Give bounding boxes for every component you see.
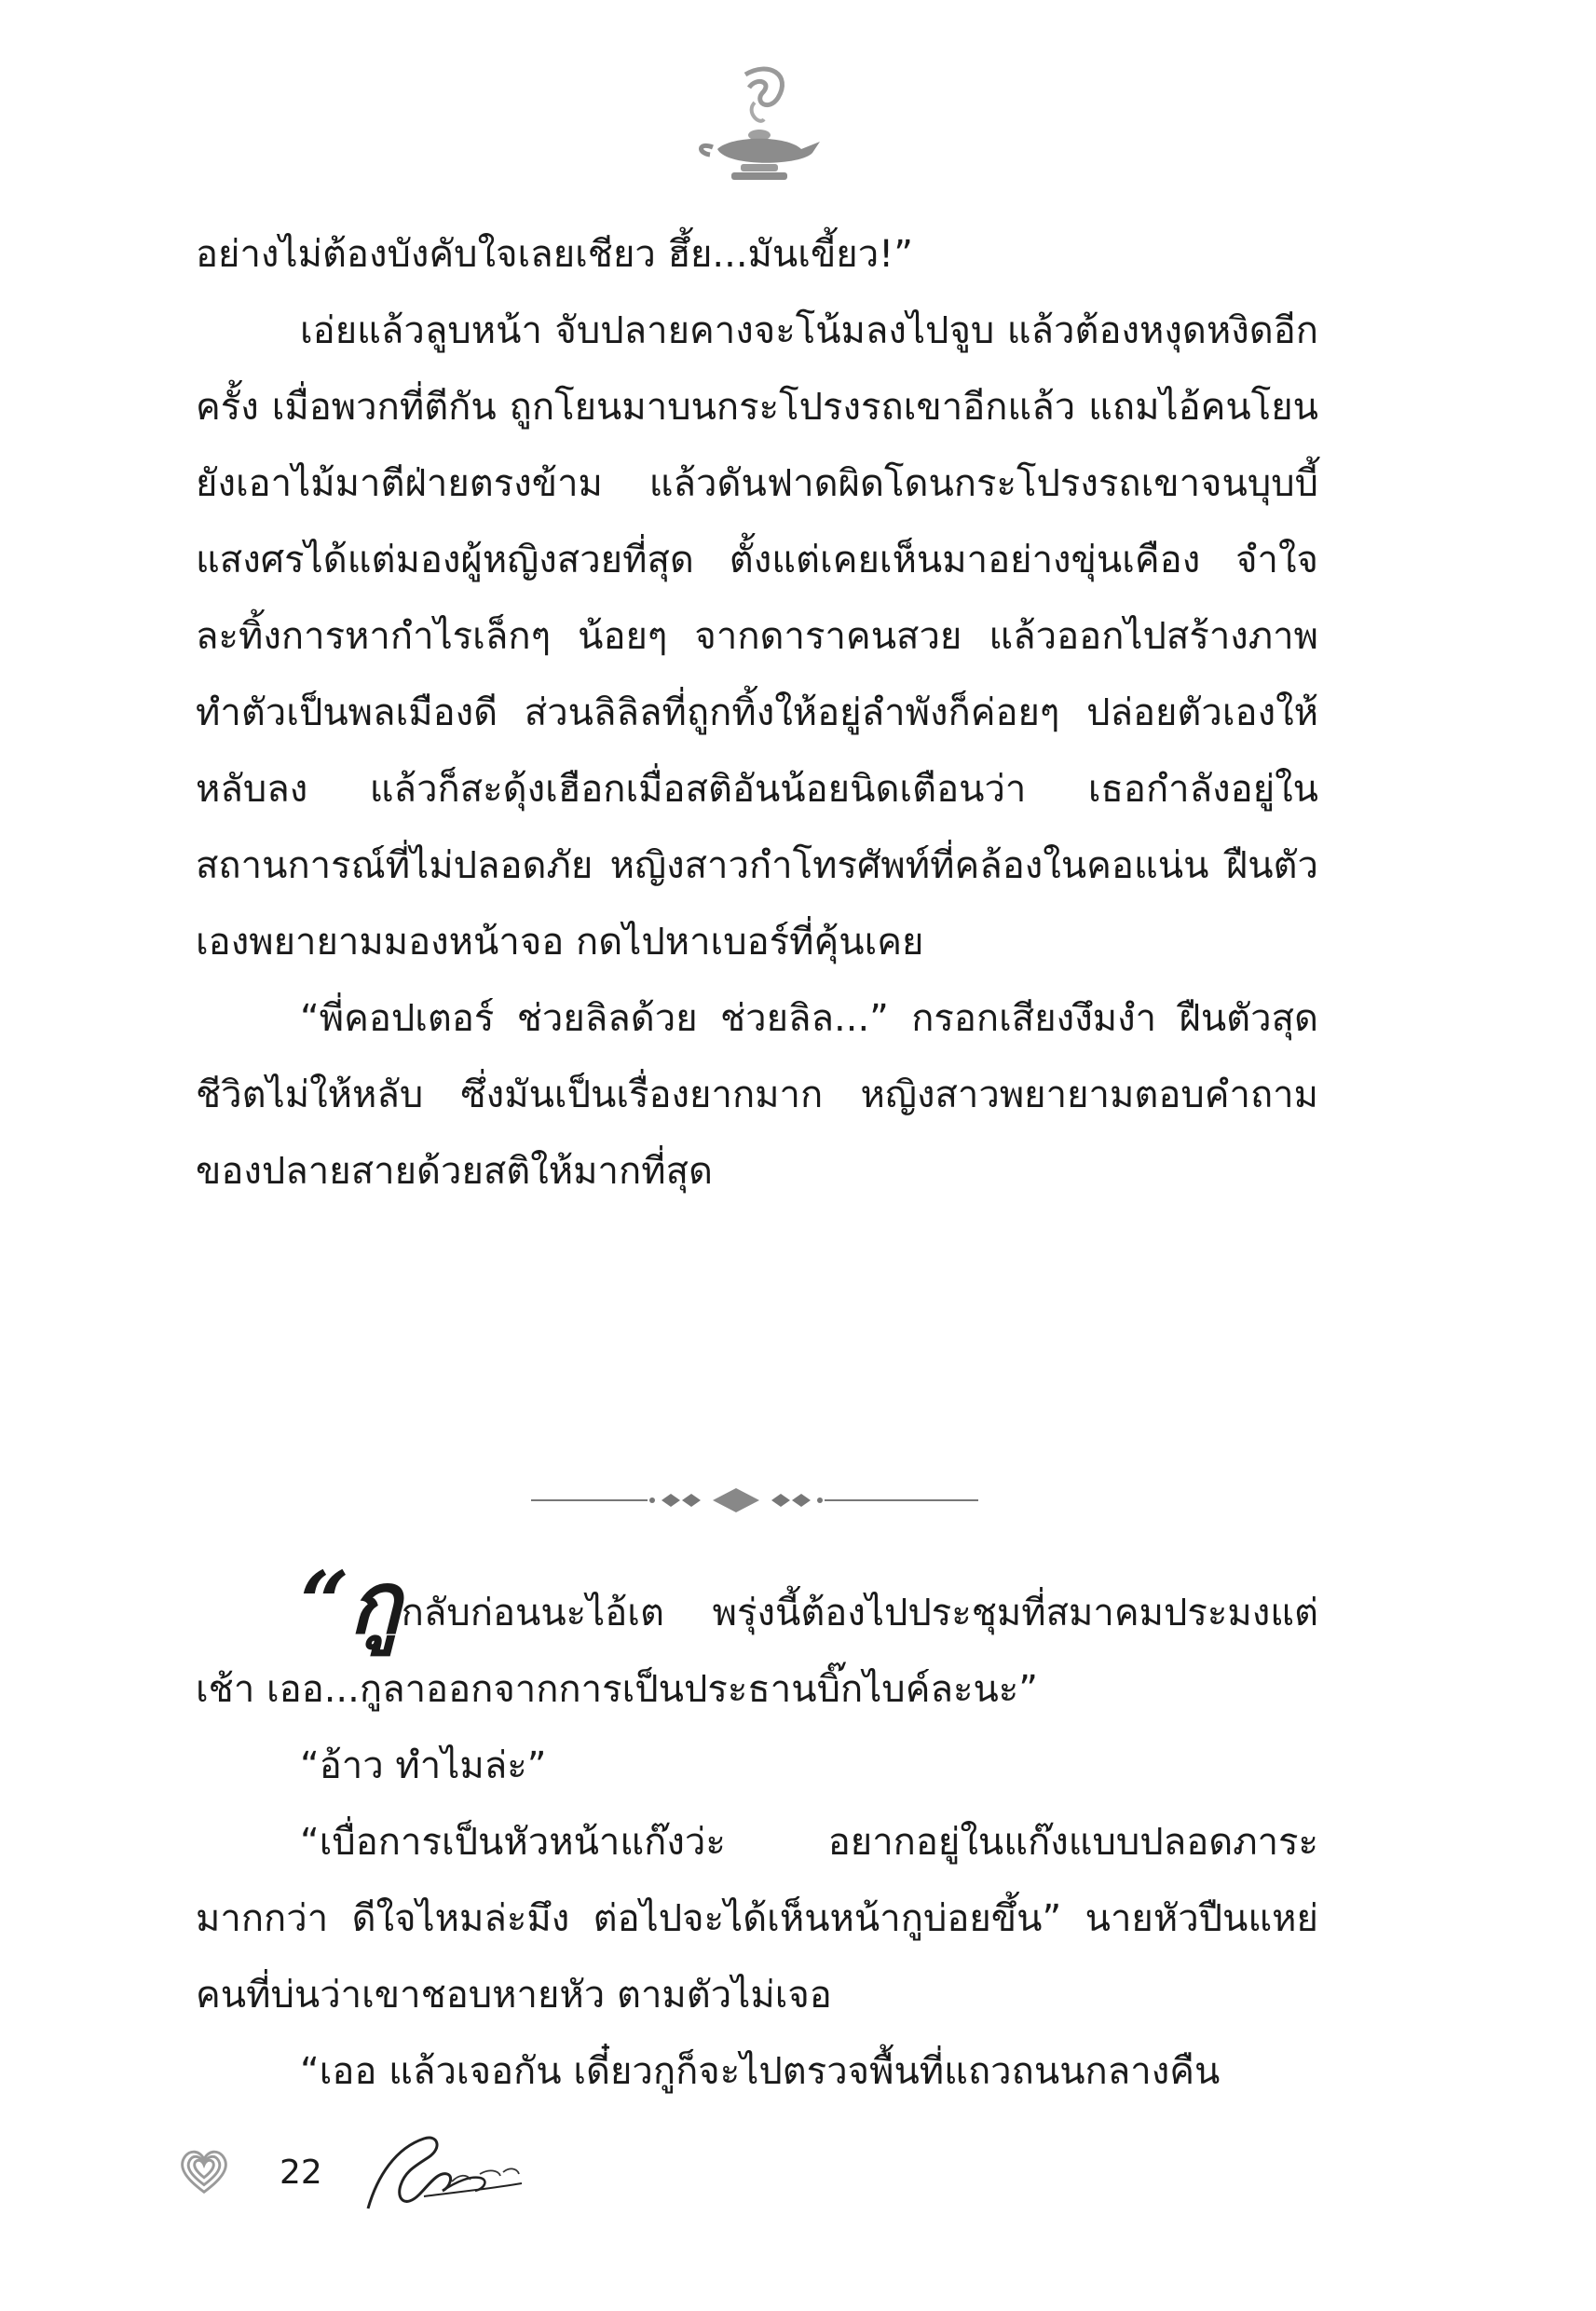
dropcap: “กู <box>300 1552 402 1653</box>
paragraph-with-dropcap <box>196 1552 1318 1728</box>
magic-lamp-icon <box>689 56 829 196</box>
paragraph-text: กลับก่อนนะไอ้เต พรุ่งนี้ต้องไปประชุมที่สมาคมประมงแต่เช้า เออ...กูลาออกจากการเป็นประธานบิ๊กไบค์ละนะ” <box>196 1592 1318 1711</box>
paragraph: “เบื่อการเป็นหัวหน้าแก๊งว่ะ อยากอยู่ในแก๊งแบบปลอดภาระมากกว่า ดีใจไหมล่ะมึง ต่อไปจะได้เห็นหน้ากูบ่อยขึ้น” นายหัวปืนแหย่คนที่บ่นว่าเขาชอบหายหัว ตามตัวไม่เจอ <box>196 1821 1318 2017</box>
section-1-text <box>196 216 1318 1210</box>
section-2-text <box>196 1552 1318 2110</box>
heart-icon <box>177 2145 231 2199</box>
page-number: 22 <box>280 2154 322 2192</box>
paragraph: อย่างไม่ต้องบังคับใจเลยเชียว ฮึ้ย...มันเขี้ยว!” <box>196 233 913 276</box>
paragraph: “พี่คอปเตอร์ ช่วยลิลด้วย ช่วยลิล...” กรอกเสียงงึมงำ ฝืนตัวสุดชีวิตไม่ให้หลับ ซึ่งมันเป็นเรื่องยากมาก หญิงสาวพยายามตอบคำถามของปลายสายด้วยสติให้มากที่สุด <box>196 997 1318 1193</box>
signature-logo <box>349 2120 536 2222</box>
paragraph: เอ่ยแล้วลูบหน้า จับปลายคางจะโน้มลงไปจูบ แล้วต้องหงุดหงิดอีกครั้ง เมื่อพวกที่ตีกัน ถูกโยนมาบนกระโปรงรถเขาอีกแล้ว แถมไอ้คนโยนยังเอาไม้มาตีฝ่ายตรงข้าม แล้วดันฟาดผิดโดนกระโปรงรถเขาจนบุบบี้ แสงศรได้แต่มองผู้หญิงสวยที่สุด ตั้งแต่เคยเห็นมาอย่างขุ่นเคือง จำใจละทิ้งการหากำไรเล็กๆ น้อยๆ จากดาราคนสวย แล้วออกไปสร้างภาพ ทำตัวเป็นพลเมืองดี ส่วนลิลิลที่ถูกทิ้งให้อยู่ลำพังก็ค่อยๆ ปล่อยตัวเองให้หลับลง แล้วก็สะดุ้งเฮือกเมื่อสติอันน้อยนิดเตือนว่า เธอกำลังอยู่ในสถานการณ์ที่ไม่ปลอดภัย หญิงสาวกำโทรศัพท์ที่คล้องในคอแน่น ฝืนตัวเองพยายามมองหน้าจอ กดไปหาเบอร์ที่คุ้นเคย <box>196 309 1318 964</box>
paragraph: “เออ แล้วเจอกัน เดี๋ยวกูก็จะไปตรวจพื้นที่แถวถนนกลางคืน <box>300 2050 1221 2093</box>
paragraph: “อ้าว ทำไมล่ะ” <box>300 1744 547 1787</box>
section-divider-ornament <box>522 1482 988 1519</box>
